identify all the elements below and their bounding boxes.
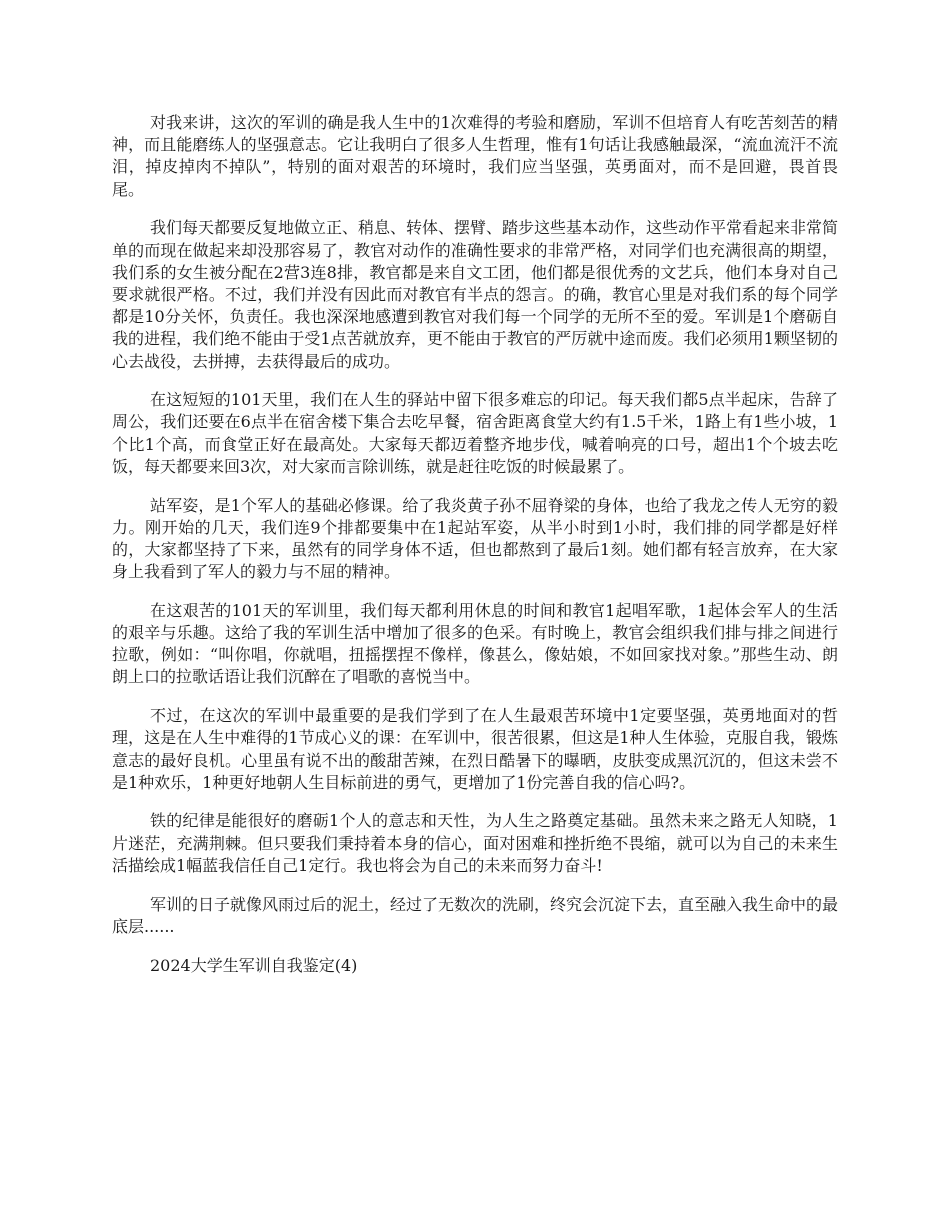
paragraph-2: 我们每天都要反复地做立正、稍息、转体、摆臂、踏步这些基本动作，这些动作平常看起来非常简单的而现在做起来却没那容易了，教官对动作的准确性要求的非常严格，对同学们也充满很高的期望，我们系的女生被分配在2营3连8排，教官都是来自文工团，他们都是很优秀的文艺兵，他们本身对自己要求就很严格。不过，我们并没有因此而对教官有半点的怨言。的确，教官心里是对我们系的每个同学都是10分关怀，负责任。我也深深地感遭到教官对我们每一个同学的无所不至的爱。军训是1个磨砺自我的进程，我们绝不能由于受1点苦就放弃，更不能由于教官的严厉就中途而废。我们必须用1颗坚韧的心去战役，去拼搏，去获得最后的成功。 [112, 218, 839, 371]
document-body [112, 112, 838, 977]
paragraph-7: 铁的纪律是能很好的磨砺1个人的意志和天性，为人生之路奠定基础。虽然未来之路无人知晓，1片迷茫，充满荆棘。但只要我们秉持着本身的信心，面对困难和挫折绝不畏缩，就可以为自己的未来生活描绘成1幅蓝我信任自己1定行。我也将会为自己的未来而努力奋斗! [112, 811, 838, 875]
next-section-heading: 2024大学生军训自我鉴定(4) [150, 955, 358, 975]
paragraph-3: 在这短短的101天里，我们在人生的驿站中留下很多难忘的印记。每天我们都5点半起床，告辞了周公，我们还要在6点半在宿舍楼下集合去吃早餐，宿舍距离食堂大约有1.5千米，1路上有1些小坡，1个比1个高，而食堂正好在最高处。大家每天都迈着整齐地步伐，喊着响亮的口号，超出1个个坡去吃饭，每天都要来回3次，对大家而言除训练，就是赶往吃饭的时候最累了。 [112, 390, 838, 476]
paragraph-6: 不过，在这次的军训中最重要的是我们学到了在人生最艰苦环境中1定要坚强，英勇地面对的哲理，这是在人生中难得的1节成心义的课：在军训中，很苦很累，但这是1种人生体验，克服自我，锻炼意志的最好良机。心里虽有说不出的酸甜苦辣，在烈日酷暑下的曝晒，皮肤变成黑沉沉的，但这未尝不是1种欢乐，1种更好地朝人生目标前进的勇气，更增加了1份完善自我的信心吗?。 [112, 706, 838, 792]
paragraph-1: 对我来讲，这次的军训的确是我人生中的1次难得的考验和磨励，军训不但培育人有吃苦刻苦的精神，而且能磨练人的坚强意志。它让我明白了很多人生哲理，惟有1句话让我感触最深，“流血流汗不流泪，掉皮掉肉不掉队”，特别的面对艰苦的环境时，我们应当坚强，英勇面对，而不是回避，畏首畏尾。 [112, 113, 838, 199]
paragraph-8: 军训的日子就像风雨过后的泥土，经过了无数次的洗刷，终究会沉淀下去，直至融入我生命中的最底层...... [112, 894, 839, 936]
paragraph-4: 站军姿，是1个军人的基础必修课。给了我炎黄子孙不屈脊梁的身体，也给了我龙之传人无穷的毅力。刚开始的几天，我们连9个排都要集中在1起站军姿，从半小时到1小时，我们排的同学都是好样的，大家都坚持了下来，虽然有的同学身体不适，但也都熬到了最后1刻。她们都有轻言放弃，在大家身上我看到了军人的毅力与不屈的精神。 [112, 495, 838, 582]
paragraph-5: 在这艰苦的101天的军训里，我们每天都利用休息的时间和教官1起唱军歌，1起体会军人的生活的艰辛与乐趣。这给了我的军训生活中增加了很多的色采。有时晚上，教官会组织我们排与排之间进行拉歌，例如：“叫你唱，你就唱，扭摇摆捏不像样，像甚么，像姑娘，不如回家找对象。”那些生动、朗朗上口的拉歌话语让我们沉醉在了唱歌的喜悦当中。 [112, 600, 838, 687]
